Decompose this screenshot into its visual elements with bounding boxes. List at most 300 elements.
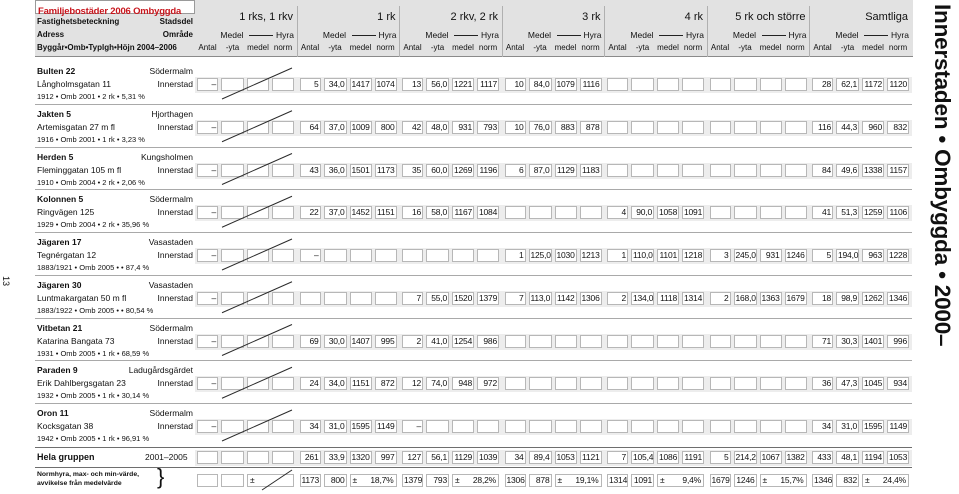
area: Innerstad [157,207,193,218]
cell-yta [631,121,654,134]
brace: } [157,464,165,489]
cell-medel_lc: 1030 [556,250,575,260]
cell-medel_lc [555,377,577,390]
cell-medel_lc [760,420,782,433]
cell-yta: 134,0 [633,292,654,303]
total-cell-medel_lc: 1194 [862,451,884,464]
address: Artemisgatan 27 m fl [37,121,115,132]
cell-antal: – [197,78,218,91]
cell-yta: 76,0 [529,121,552,134]
cell-antal: 42 [402,121,423,134]
deviation-percent: 9,4% [682,475,701,485]
cell-medel_lc: 1151 [350,377,372,390]
address: Fleminggatan 105 m fl [37,164,122,175]
normhyra-separator [35,467,912,468]
medel_lc-header: medel [452,43,474,52]
property-name: Bulten 22 [37,66,76,76]
district: Södermalm [149,408,193,418]
cell-norm: 1228 [889,250,908,260]
cell-yta [221,121,244,134]
cell-norm [272,292,294,305]
side-section-title: Innerstaden • Ombyggda • 2000– [930,4,955,347]
cell-yta [734,377,757,390]
total-cell-norm [272,451,294,464]
total-period: 2001–2005 [145,452,188,462]
cell-yta [426,249,449,262]
build-info: 1883/1921 • Omb 2005 • • 87,4 % [37,263,150,272]
cell-antal: 71 [812,335,833,348]
cell-antal: 34 [300,420,321,433]
cell-antal: 10 [505,121,526,134]
cell-antal [607,420,628,433]
area: Innerstad [157,335,193,346]
cell-yta [734,164,757,177]
normhyra-min: 832 [836,474,859,487]
cell-yta: 37,0 [324,206,347,219]
normhyra-max: 1679 [711,475,730,485]
total-cell-norm: 1039 [479,452,498,462]
cell-medel_lc [657,164,679,177]
cell-antal: – [197,292,218,305]
cell-antal: 28 [812,78,833,91]
cell-norm: 1173 [375,164,397,177]
cell-norm [682,335,704,348]
norm-header: norm [888,43,908,52]
cell-norm: 1679 [786,292,805,303]
cell-norm [272,420,294,433]
row-separator [35,189,912,190]
cell-yta [631,377,654,390]
area: Innerstad [157,121,193,132]
total-cell-antal: 5 [710,451,731,464]
hyra-label-group [760,30,807,40]
medel-label: Medel [835,30,859,40]
cell-medel_lc [760,335,782,348]
total-cell-medel_lc: 1129 [452,451,474,464]
total-cell-medel_lc: 1320 [351,452,370,462]
total-cell-yta: 89,4 [529,451,552,464]
label-adress: Adress [37,30,65,39]
cell-norm: 878 [580,121,602,134]
hyra-label: Hyra [481,30,499,40]
cell-norm [785,377,807,390]
normhyra-label-line2: avvikelse från medelvärde [37,480,122,487]
column-group-title: 3 rk [582,11,601,23]
yta-header: -yta [225,43,240,52]
cell-medel_lc [247,164,269,177]
cell-medel_lc: 1338 [864,164,883,175]
cell-medel_lc: 963 [862,249,884,262]
cell-antal [607,164,628,177]
cell-norm: 793 [477,121,499,134]
cell-yta: 41,0 [426,335,449,348]
cell-yta: 34,0 [324,78,347,91]
cell-antal: – [197,249,218,262]
cell-yta: 55,0 [426,292,449,305]
cell-antal: 43 [300,164,321,177]
cell-yta: 74,0 [426,377,449,390]
cell-antal [505,377,526,390]
row-separator [35,147,912,148]
plus-minus: ± [455,475,460,485]
address: Långholmsgatan 11 [37,79,112,89]
hyra-label-group [555,30,602,40]
hyra-rule [557,35,581,36]
cell-antal: 5 [812,249,833,262]
deviation-percent: 18,7% [370,475,394,485]
cell-medel_lc [247,420,269,433]
cell-yta: 48,0 [426,121,449,134]
total-cell-yta: 56,1 [426,451,449,464]
cell-yta [221,335,244,348]
medel_lc-header: medel [554,43,577,52]
cell-norm [477,420,499,433]
normhyra-deviation [247,474,294,487]
cell-yta: 62,1 [836,78,859,91]
normhyra-min [221,474,244,487]
cell-antal: 2 [710,292,731,305]
normhyra-label-line1: Normhyra, max- och min-värde, [37,471,139,478]
cell-antal [710,164,731,177]
cell-yta [324,249,347,262]
medel_lc-header: medel [759,43,782,52]
cell-antal: 36 [812,377,833,390]
cell-antal [607,377,628,390]
cell-medel_lc [247,292,269,305]
total-cell-antal: 7 [607,451,628,464]
property-name: Jakten 5 [37,108,72,119]
antal-header: Antal [198,43,217,52]
column-group-title: 2 rkv, 2 rk [450,11,498,23]
plus-minus: ± [660,475,665,485]
cell-medel_lc: 1167 [452,206,474,219]
cell-norm: 934 [887,377,909,390]
cell-medel_lc: 1452 [351,207,370,218]
cell-norm [682,121,704,134]
hyra-rule [864,35,888,36]
cell-medel_lc: 1259 [864,207,883,218]
cell-norm [580,420,602,433]
cell-medel_lc: 931 [760,249,782,262]
cell-antal: 7 [505,292,526,305]
total-cell-antal: 261 [300,451,321,464]
cell-antal: 69 [300,335,321,348]
normhyra-max: 1346 [814,475,833,485]
normhyra-max [197,474,218,487]
cell-medel_lc [452,249,474,262]
cell-antal: 6 [505,164,526,177]
cell-norm [785,420,807,433]
cell-antal: 64 [300,121,321,134]
cell-norm: 995 [375,335,397,348]
deviation-percent: 28,2% [472,475,496,485]
build-info: 1916 • Omb 2001 • 1 rk • 3,23 % [37,134,145,144]
norm-header: norm [683,43,703,52]
cell-yta [631,164,654,177]
cell-yta: 194,0 [838,250,859,260]
deviation-percent: 19,1% [575,475,599,485]
cell-norm [785,121,807,134]
address: Erik Dahlbergsgatan 23 [37,378,126,389]
address: Ringvägen 125 [37,207,95,218]
hyra-rule [454,35,478,36]
column-group-title: 1 rks, 1 rkv [239,11,293,23]
hyra-label: Hyra [891,30,909,40]
yta-header: -yta [635,43,650,52]
cell-medel_lc [760,206,782,219]
medel-label: Medel [220,30,244,40]
yta-header: -yta [430,43,445,52]
normhyra-max: 1306 [506,475,525,485]
normhyra-deviation [350,474,397,487]
cell-norm [272,335,294,348]
cell-medel_lc [760,164,782,177]
normhyra-max: 1379 [404,475,423,485]
total-cell-yta [221,451,244,464]
cell-yta [734,420,757,433]
column-group-title: 4 rk [684,11,703,23]
area: Innerstad [157,79,193,89]
yta-header: -yta [533,43,547,52]
area: Innerstad [157,292,193,303]
cell-medel_lc: 1407 [351,335,370,346]
district: Vasastaden [148,237,193,247]
antal-header: Antal [710,43,730,52]
column-group-title: 5 rk och större [735,11,806,23]
page-number: 13 [1,276,11,287]
norm-header: norm [581,43,600,52]
cell-yta: 31,0 [324,420,347,433]
hyra-rule [249,35,273,36]
cell-yta: 87,0 [529,164,552,177]
total-cell-yta: 214,2 [735,452,756,462]
cell-yta [221,164,244,177]
district: Södermalm [149,194,193,205]
hyra-rule [762,35,786,36]
medel_lc-header: medel [862,43,884,52]
norm-header: norm [786,43,805,52]
cell-norm [375,249,397,262]
cell-yta: 51,3 [836,206,859,219]
total-cell-antal: 34 [505,451,526,464]
cell-norm: 1091 [684,207,703,218]
cell-medel_lc: 1101 [657,249,679,262]
cell-norm: 1117 [477,78,499,91]
cell-medel_lc: 1262 [864,292,883,303]
cell-yta [529,377,552,390]
cell-norm: 1120 [887,78,909,91]
cell-medel_lc [350,249,372,262]
cell-norm [272,164,294,177]
cell-antal: – [197,420,218,433]
property-name: Herden 5 [37,151,74,162]
cell-antal: – [197,206,218,219]
address: Katarina Bangata 73 [37,335,115,346]
address: Tegnérgatan 12 [37,250,97,260]
cell-antal: 34 [812,420,833,433]
hyra-rule [352,35,376,36]
cell-yta: 60,0 [426,164,449,177]
cell-norm: 1246 [786,250,805,260]
cell-norm: 1346 [889,292,908,303]
row-separator [35,275,912,276]
hyra-label-group [657,30,704,40]
total-cell-norm: 1382 [786,452,805,462]
cell-yta: 110,0 [633,250,653,260]
deviation-percent: 15,7% [780,475,804,485]
cell-antal [505,206,526,219]
total-separator [35,447,912,448]
build-info: 1910 • Omb 2004 • 2 rk • 2,06 % [37,177,145,187]
row-separator [35,232,912,233]
normhyra-min: 800 [324,474,347,487]
cell-norm [477,249,499,262]
cell-medel_lc [247,121,269,134]
row-separator [35,360,912,361]
hyra-label-group [452,30,499,40]
cell-norm: 1106 [887,206,909,219]
cell-norm: 832 [887,121,909,134]
cell-yta: 30,3 [836,335,859,348]
build-info: 1912 • Omb 2001 • 2 rk • 5,31 % [37,92,145,101]
cell-yta [221,206,244,219]
cell-medel_lc: 1417 [351,79,370,89]
yta-header: -yta [328,43,342,52]
cell-medel_lc [760,121,782,134]
district: Södermalm [149,322,193,333]
cell-norm [272,249,294,262]
cell-medel_lc [760,377,782,390]
cell-norm: 1116 [580,78,602,91]
normhyra-deviation [452,474,499,487]
cell-norm: 872 [375,377,397,390]
cell-medel_lc: 1520 [454,292,473,303]
cell-yta: 90,0 [631,206,654,219]
cell-medel_lc: 1254 [454,335,473,346]
cell-norm: 996 [887,335,909,348]
cell-antal: – [197,121,218,134]
total-cell-medel_lc: 1067 [761,452,780,462]
cell-antal: 1 [607,249,628,262]
cell-yta: 30,0 [324,335,347,348]
cell-medel_lc [657,78,679,91]
cell-yta: 113,0 [530,292,551,303]
cell-antal: 24 [300,377,321,390]
cell-antal: 4 [607,206,628,219]
cell-antal [710,420,731,433]
total-cell-yta: 33,9 [324,451,347,464]
hyra-label-group [350,30,397,40]
label-stadsdel: Stadsdel [159,17,193,26]
cell-norm: 1084 [479,207,498,218]
cell-antal [607,121,628,134]
hyra-label: Hyra [276,30,294,40]
cell-yta [221,377,244,390]
cell-antal: 12 [402,377,423,390]
medel-label: Medel [322,30,347,40]
cell-norm: 1213 [581,250,600,260]
cell-medel_lc [555,420,577,433]
cell-norm: 1149 [375,420,397,433]
cell-yta: 58,0 [426,206,449,219]
cell-norm: 1183 [580,164,602,177]
cell-yta: 31,0 [836,420,859,433]
cell-norm: 1314 [684,292,703,303]
cell-yta: 47,3 [836,377,859,390]
district: Kungsholmen [141,151,193,162]
cell-norm: 1196 [477,164,499,177]
hyra-label: Hyra [583,30,602,40]
label-build-info: Byggår•Omb•Typlgh•Höjn 2004–2006 [37,43,177,52]
cell-antal: – [197,377,218,390]
cell-medel_lc: 1129 [555,164,577,177]
cell-antal: – [402,420,423,433]
hyra-label: Hyra [788,30,807,40]
cell-medel_lc: 1401 [864,335,883,346]
medel-label: Medel [425,30,449,40]
cell-norm: 986 [477,335,499,348]
cell-antal: – [300,249,321,262]
cell-norm [785,206,807,219]
medel-label: Medel [732,30,757,40]
build-info: 1931 • Omb 2005 • 1 rk • 68,59 % [37,348,150,358]
cell-yta: 34,0 [324,377,347,390]
normhyra-deviation [862,474,909,487]
cell-antal [710,335,731,348]
cell-medel_lc [555,335,577,348]
cell-medel_lc [247,377,269,390]
column-group-title: Samtliga [865,11,908,23]
normhyra-deviation [555,474,602,487]
total-cell-medel_lc: 1086 [659,452,678,462]
cell-norm [682,420,704,433]
cell-medel_lc [555,206,577,219]
norm-header: norm [478,43,498,52]
row-separator [35,104,912,105]
row-separator [35,318,912,319]
cell-medel_lc [350,292,372,305]
cell-antal: 2 [402,335,423,348]
total-cell-norm: 1053 [889,452,908,462]
address: Luntmakargatan 50 m fl [37,292,127,303]
cell-antal: 116 [812,121,833,134]
yta-header: -yta [840,43,855,52]
cell-yta [221,292,244,305]
cell-yta [426,420,449,433]
cell-yta [221,420,244,433]
cell-medel_lc [247,206,269,219]
cell-yta: 84,0 [529,78,552,91]
plus-minus: ± [352,475,357,485]
cell-medel_lc [657,377,679,390]
cell-medel_lc: 1363 [761,292,780,303]
cell-medel_lc [657,420,679,433]
property-name: Jägaren 30 [37,279,82,290]
cell-antal [710,377,731,390]
area: Innerstad [157,164,193,175]
cell-yta [734,121,757,134]
cell-medel_lc [657,335,679,348]
cell-yta [734,335,757,348]
antal-header: Antal [813,43,832,52]
medel_lc-header: medel [657,43,679,52]
cell-medel_lc: 931 [452,121,474,134]
total-cell-norm: 1191 [682,451,704,464]
total-cell-norm: 997 [375,451,397,464]
cell-medel_lc: 1009 [351,121,370,132]
cell-antal: 3 [710,249,731,262]
cell-norm [682,78,704,91]
